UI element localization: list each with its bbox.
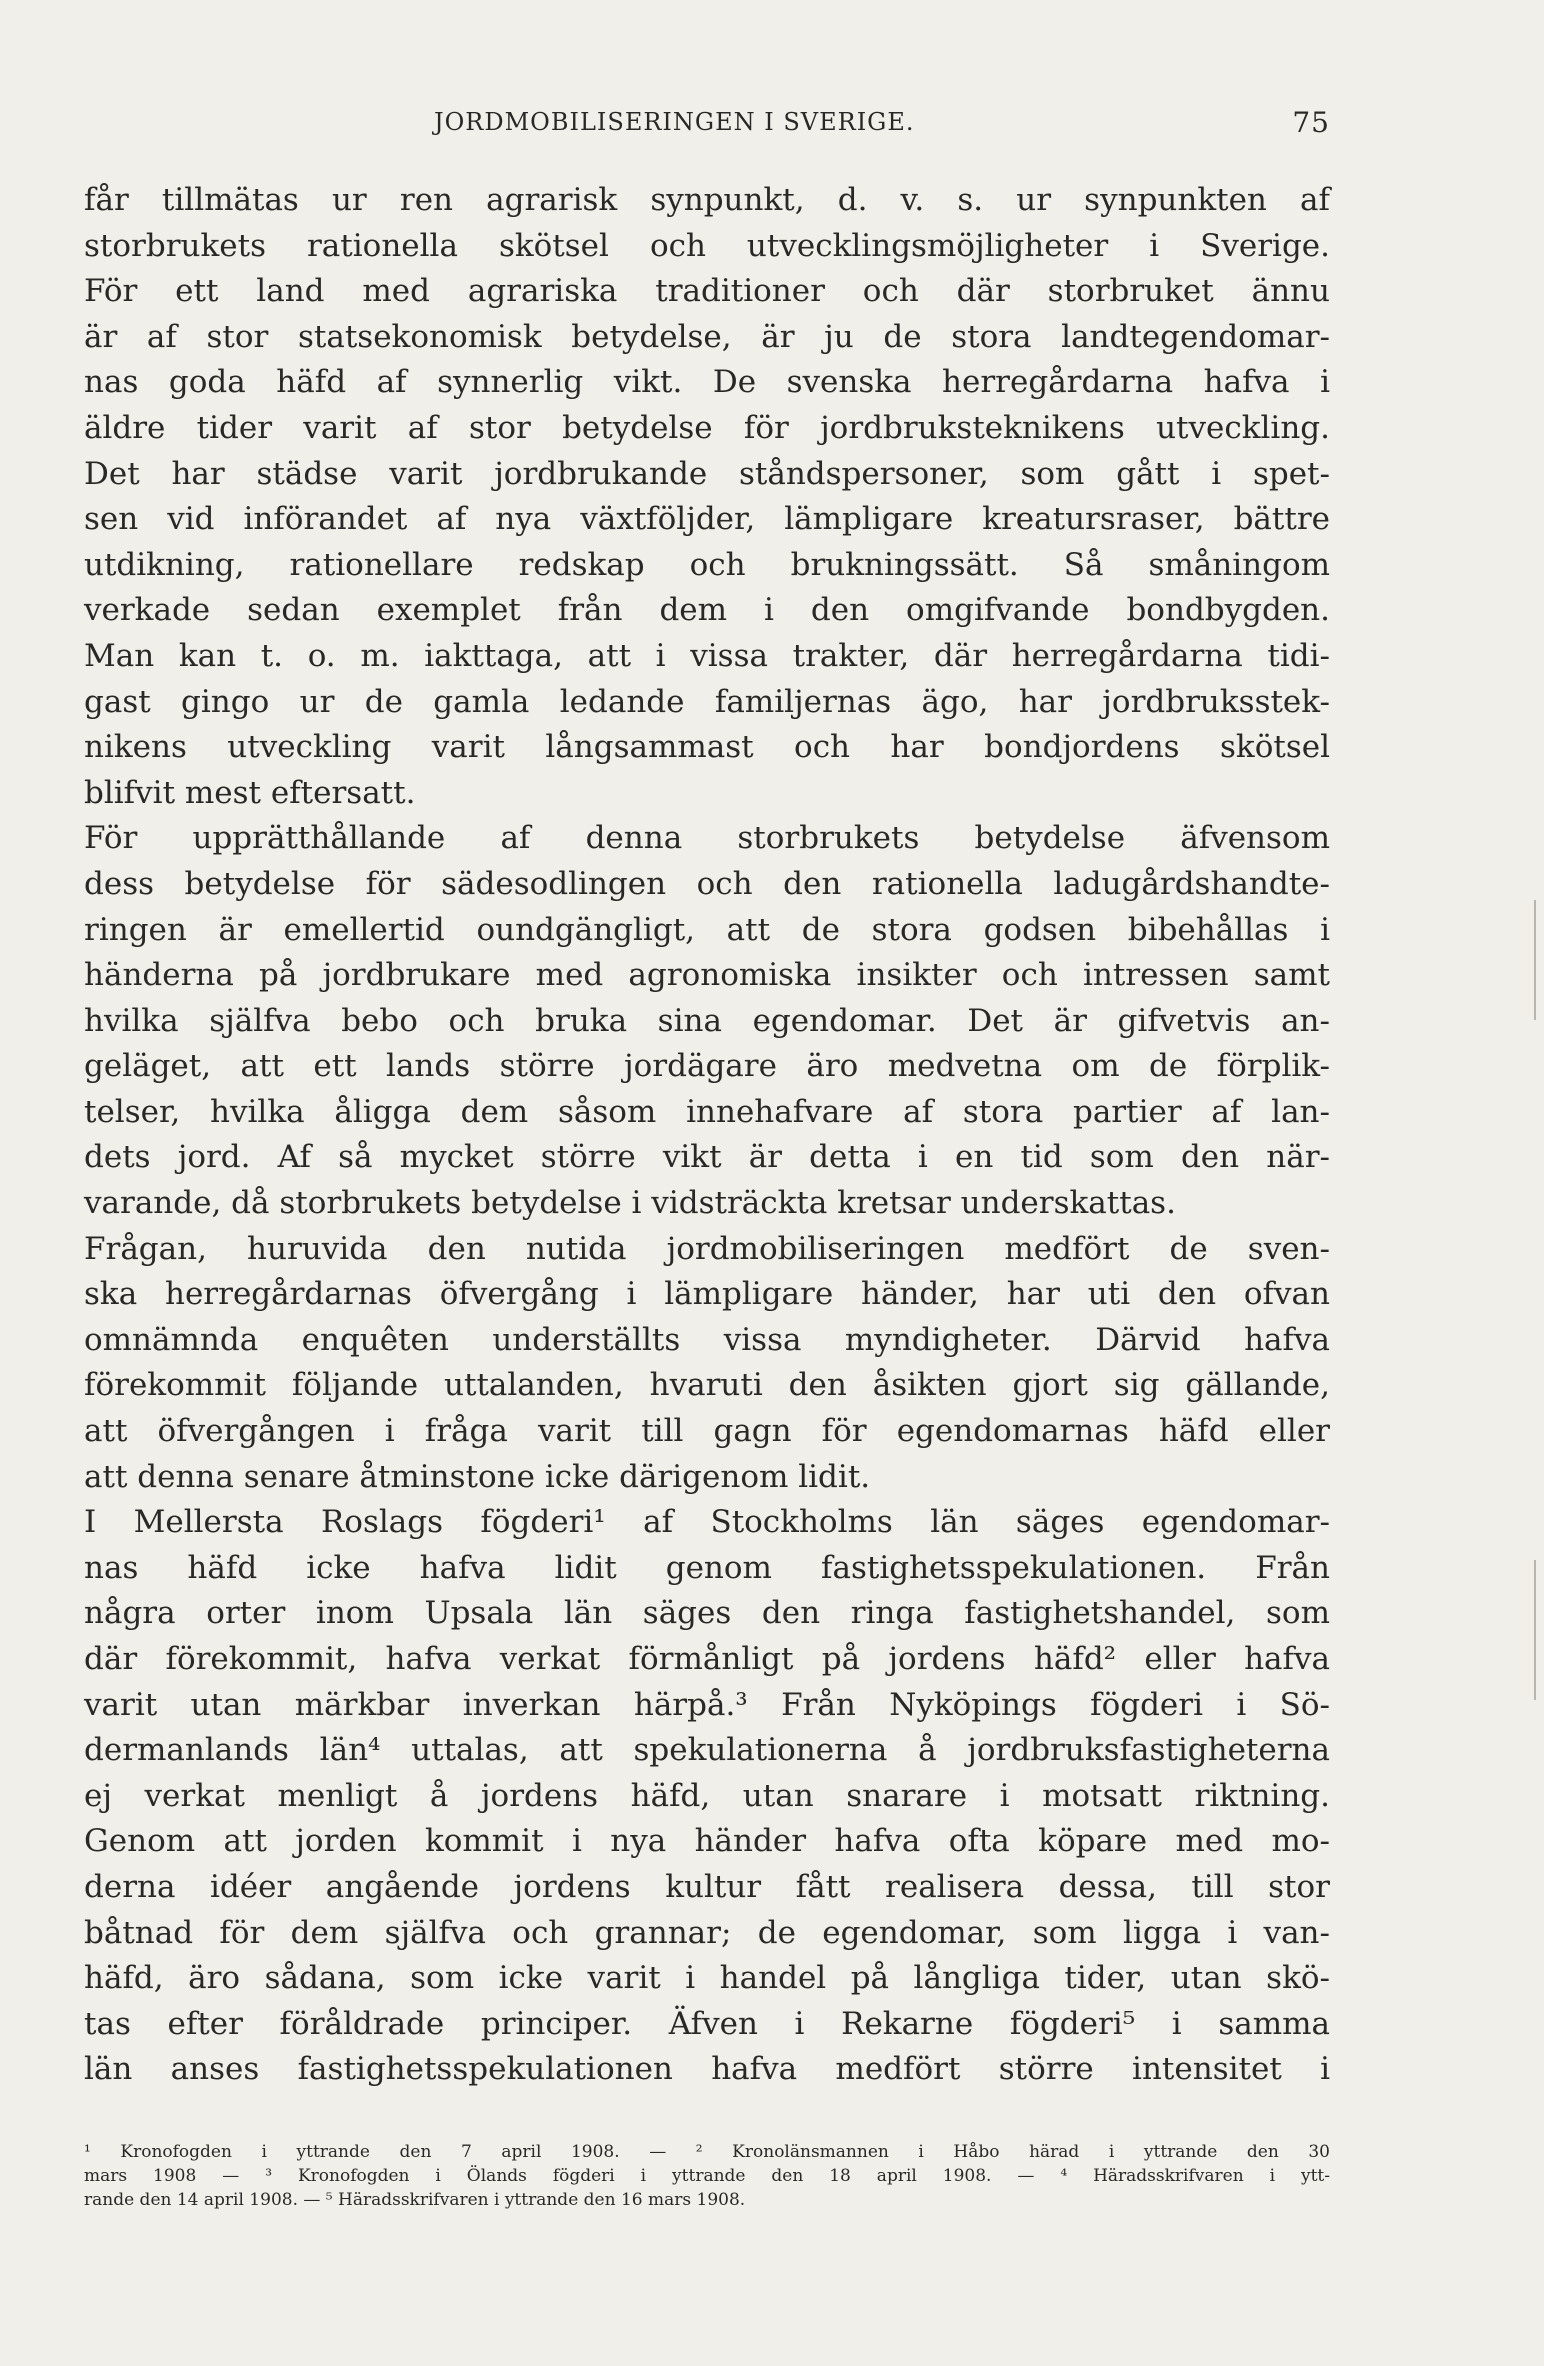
text-line: storbrukets rationella skötsel och utvecklingsmöjligheter i Sverige. (84, 227, 1330, 264)
footnote-line: rande den 14 april 1908. — ⁵ Häradsskrifvaren i yttrande den 16 mars 1908. (84, 2190, 746, 2210)
text-line: Frågan, huruvida den nutida jordmobiliseringen medfört de sven- (84, 1230, 1330, 1267)
text-line: utdikning, rationellare redskap och brukningssätt. Så småningom (84, 546, 1330, 583)
text-line: dermanlands län⁴ uttalas, att spekulationerna å jordbruksfastigheterna (84, 1732, 1330, 1769)
text-line: där förekommit, hafva verkat förmånligt på jordens häfd² eller hafva (84, 1641, 1330, 1677)
text-line: förekommit följande uttalanden, hvaruti den åsikten gjort sig gällande, (84, 1367, 1330, 1404)
footnotes (84, 2140, 1330, 2212)
text-line: hvilka själfva bebo och bruka sina egendomar. Det är gifvetvis an- (84, 1002, 1330, 1039)
text-line: ska herregårdarnas öfvergång i lämpligare händer, har uti den ofvan (84, 1276, 1330, 1313)
page-edge-mark (1534, 900, 1536, 1020)
text-line: ej verkat menligt å jordens häfd, utan snarare i motsatt riktning. (84, 1777, 1330, 1814)
footnote-line: mars 1908 — ³ Kronofogden i Ölands fögderi i yttrande den 18 april 1908. — ⁴ Häradsskrifvaren i ytt- (84, 2166, 1330, 2186)
text-line: I Mellersta Roslags fögderi¹ af Stockholms län säges egendomar- (84, 1504, 1330, 1541)
text-line: blifvit mest eftersatt. (84, 774, 416, 811)
running-title: JORDMOBILISERINGEN I SVERIGE. (434, 108, 915, 136)
text-line: händerna på jordbrukare med agronomiska insikter och intressen samt (84, 957, 1330, 994)
text-line: att denna senare åtminstone icke därigenom lidit. (84, 1458, 871, 1495)
body-text (84, 178, 1330, 2093)
text-line: får tillmätas ur ren agrarisk synpunkt, d. v. s. ur synpunkten af (84, 182, 1330, 218)
text-line: Genom att jorden kommit i nya händer hafva ofta köpare med mo- (84, 1823, 1330, 1860)
text-line: att öfvergången i fråga varit till gagn för egendomarnas häfd eller (84, 1413, 1330, 1450)
text-line: geläget, att ett lands större jordägare äro medvetna om de förplik- (84, 1048, 1330, 1085)
text-line: nas häfd icke hafva lidit genom fastighetsspekulationen. Från (84, 1549, 1330, 1586)
text-line: omnämnda enquêten underställts vissa myndigheter. Därvid hafva (84, 1321, 1330, 1358)
text-line: telser, hvilka åligga dem såsom innehafvare af stora partier af lan- (84, 1093, 1330, 1130)
text-line: Man kan t. o. m. iakttaga, att i vissa trakter, där herregårdarna tidi- (84, 637, 1330, 674)
text-line: gast gingo ur de gamla ledande familjernas ägo, har jordbruksstek- (84, 683, 1330, 720)
text-line: häfd, äro sådana, som icke varit i handel på långliga tider, utan skö- (84, 1960, 1330, 1997)
text-line: verkade sedan exemplet från dem i den omgifvande bondbygden. (84, 592, 1330, 629)
text-line: sen vid införandet af nya växtföljder, lämpligare kreatursraser, bättre (84, 501, 1330, 538)
text-line: några orter inom Upsala län säges den ringa fastighetshandel, som (84, 1595, 1330, 1632)
text-line: är af stor statsekonomisk betydelse, är ju de stora landtegendomar- (84, 318, 1330, 355)
text-line: nas goda häfd af synnerlig vikt. De svenska herregårdarna hafva i (84, 364, 1330, 401)
text-line: båtnad för dem själfva och grannar; de egendomar, som ligga i van- (84, 1914, 1330, 1951)
running-header (84, 108, 1330, 148)
text-line: län anses fastighetsspekulationen hafva medfört större intensitet i (84, 2051, 1330, 2088)
page-edge-mark (1534, 1560, 1536, 1700)
text-line: varande, då storbrukets betydelse i vidsträckta kretsar underskattas. (84, 1185, 1176, 1222)
text-line: tas efter föråldrade principer. Äfven i Rekarne fögderi⁵ i samma (84, 2005, 1330, 2042)
text-line: ringen är emellertid oundgängligt, att de stora godsen bibehållas i (84, 911, 1330, 948)
text-line: nikens utveckling varit långsammast och har bondjordens skötsel (84, 729, 1330, 766)
text-line: derna idéer angående jordens kultur fått realisera dessa, till stor (84, 1868, 1330, 1905)
text-line: dets jord. Af så mycket större vikt är detta i en tid som den när- (84, 1139, 1330, 1176)
page-number: 75 (1292, 106, 1330, 139)
text-line: För ett land med agrariska traditioner och där storbruket ännu (84, 273, 1330, 310)
text-line: Det har städse varit jordbrukande ståndspersoner, som gått i spet- (84, 455, 1330, 492)
footnote-line: ¹ Kronofogden i yttrande den 7 april 1908. — ² Kronolänsmannen i Håbo härad i yttrande den 30 (84, 2142, 1330, 2162)
text-line: dess betydelse för sädesodlingen och den rationella ladugårdshandte- (84, 865, 1330, 902)
text-line: För upprätthållande af denna storbrukets betydelse äfvensom (84, 820, 1330, 857)
text-line: äldre tider varit af stor betydelse för jordbruksteknikens utveckling. (84, 409, 1330, 446)
text-line: varit utan märkbar inverkan härpå.³ Från Nyköpings fögderi i Sö- (84, 1686, 1330, 1723)
